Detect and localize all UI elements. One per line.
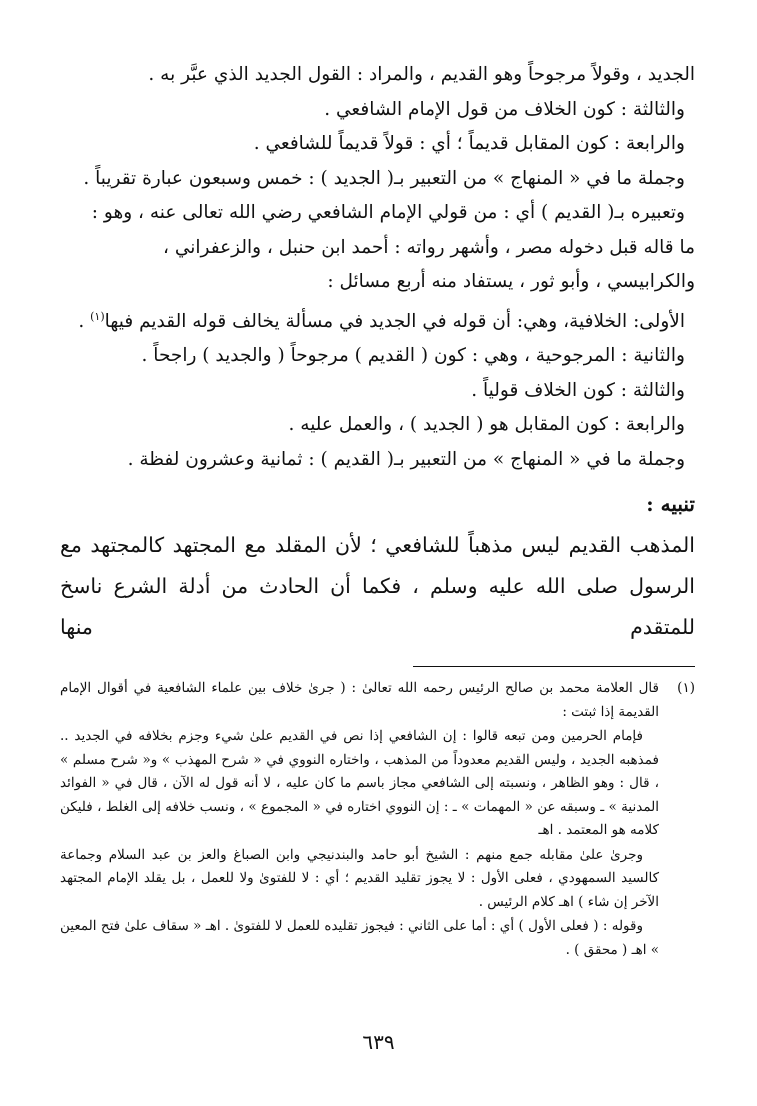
main-text	[60, 58, 695, 477]
main-line: وجملة ما في « المنهاج » من التعبير بـ( القديم ) : ثمانية وعشرون لفظة .	[127, 448, 685, 470]
main-line: والثانية : المرجوحية ، وهي : كون ( القديم ) مرجوحاً ( والجديد ) راجحاً .	[141, 345, 685, 367]
main-line: وتعبيره بـ( القديم ) أي : من قولي الإمام الشافعي رضي الله تعالى عنه ، وهو :	[91, 202, 685, 223]
footnote-divider	[413, 666, 695, 667]
main-line: والثالثة : كون الخلاف قولياً .	[471, 379, 685, 401]
footnote-reference: (١)	[90, 309, 105, 323]
main-line-text: الأولى: الخلافية، وهي: أن قوله في الجديد في مسألة يخالف قوله القديم فيها	[104, 310, 685, 332]
footnote-paragraph: وجرىٰ علىٰ مقابله جمع منهم : الشيخ أبو حامد والبندنيجي وابن الصباغ والعز بن عبد السلام وجماعة كالسيد السمهودي ، فعلى الأول : لا يجوز تقليد القديم ؛ أي : لا للفتوىٰ ولا للعمل ، بل يقلد الإمام المجتهد الآخر إن شاء ) اهـ كلام الرئيس .	[60, 846, 659, 910]
footnote-number: (١)	[677, 680, 695, 697]
main-line: الجديد ، وقولاً مرجوحاً وهو القديم ، والمراد : القول الجديد الذي عبَّر به .	[148, 64, 695, 85]
footnote-paragraph: وقوله : ( فعلى الأول ) أي : أما على الثاني : فيجوز تقليده للعمل لا للفتوىٰ . اهـ « سقاف علىٰ فتح المعين » اهـ ( محقق ) .	[60, 918, 659, 958]
main-line: والكرابيسي ، وأبو ثور ، يستفاد منه أربع مسائل :	[327, 271, 695, 292]
footnotes	[60, 677, 695, 963]
main-line: والرابعة : كون المقابل هو ( الجديد ) ، والعمل عليه .	[288, 414, 685, 436]
footnote-paragraph: فإمام الحرمين ومن تبعه قالوا : إن الشافعي إذا نص في القديم علىٰ شيء وجزم بخلافه في الجديد .. فمذهبه الجديد ، وليس القديم معدوداً من المذهب ، واختاره النووي في « شرح المهذب » و« شرح مسلم » ، قال : وهو الظاهر ، ونسبته إلى الشافعي مجاز باسم ما كان عليه ، لا أنه قول له الآن ، قال في « الفوائد المدنية » ـ وسبقه عن « المهمات » ـ : إن النووي اختاره في « المجموع » ، ونسب خلافه إلى الغلط ، فليكن كلامه هو المعتمد . اهـ	[60, 728, 659, 839]
page-number: ٦٣٩	[362, 1030, 395, 1054]
main-line: وجملة ما في « المنهاج » من التعبير بـ( الجديد ) : خمس وسبعون عبارة تقريباً .	[83, 167, 685, 189]
footnote-body	[60, 677, 659, 963]
main-line: والثالثة : كون الخلاف من قول الإمام الشافعي .	[324, 98, 685, 120]
main-line: والرابعة : كون المقابل قديماً ؛ أي : قولاً قديماً للشافعي .	[253, 133, 685, 154]
notice-line: المذهب القديم ليس مذهباً للشافعي ؛ لأن المقلد مع المجتهد كالمجتهد مع	[60, 533, 695, 558]
main-line-tail: .	[78, 310, 91, 332]
main-line: ما قاله قبل دخوله مصر ، وأشهر رواته : أحمد ابن حنبل ، والزعفراني ،	[162, 236, 695, 258]
main-line-with-footnote	[60, 300, 695, 340]
notice-text	[60, 525, 695, 648]
book-page	[60, 58, 695, 1066]
footnote-1	[60, 677, 695, 963]
footnote-paragraph: قال العلامة محمد بن صالح الرئيس رحمه الله تعالىٰ : ( جرىٰ خلاف بين علماء الشافعية في أقوال الإمام القديمة إذا ثبتت :	[60, 680, 659, 720]
notice-line: الرسول صلى الله عليه وسلم ، فكما أن الحادث من أدلة الشرع ناسخ للمتقدم منها	[60, 574, 695, 640]
section-heading: تنبيه :	[646, 492, 695, 517]
